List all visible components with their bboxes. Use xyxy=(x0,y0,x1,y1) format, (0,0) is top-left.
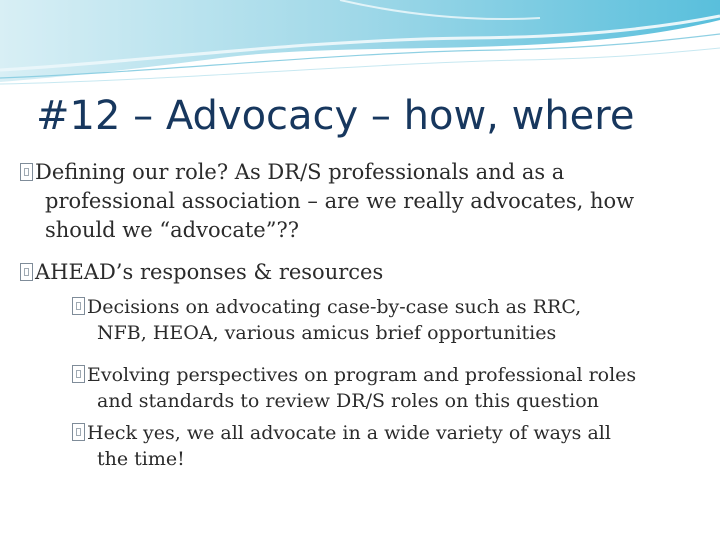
bullet-text: AHEAD’s responses & resources xyxy=(35,260,384,284)
bullet-line xyxy=(72,420,611,446)
bullet-item xyxy=(72,294,581,346)
bullet-line xyxy=(72,294,581,320)
bullet-line xyxy=(72,320,581,346)
bullet-line xyxy=(20,158,634,187)
bullet-text: Evolving perspectives on program and professional roles xyxy=(87,364,637,386)
slide-title: #12 – Advocacy – how, where xyxy=(36,93,635,139)
bullet-item xyxy=(72,420,611,472)
bullet-line xyxy=(20,187,634,216)
bullet-icon xyxy=(72,423,85,441)
bullet-item xyxy=(72,362,636,414)
bullet-icon xyxy=(20,263,33,281)
bullet-icon xyxy=(20,163,33,181)
bullet-line xyxy=(72,446,611,472)
bullet-text: Heck yes, we all advocate in a wide variety of ways all xyxy=(87,422,611,444)
bullet-text: and standards to review DR/S roles on this question xyxy=(97,390,599,412)
decorative-wave-header xyxy=(0,0,720,90)
bullet-text: should we “advocate”?? xyxy=(45,218,299,242)
bullet-line xyxy=(20,216,634,245)
bullet-line xyxy=(72,388,636,414)
bullet-text: professional association – are we really advocates, how xyxy=(45,189,635,213)
bullet-line xyxy=(20,258,383,287)
bullet-text: NFB, HEOA, various amicus brief opportunities xyxy=(97,322,557,344)
bullet-icon xyxy=(72,365,85,383)
bullet-text: the time! xyxy=(97,448,185,470)
bullet-item xyxy=(20,158,634,245)
bullet-text: Decisions on advocating case-by-case such as RRC, xyxy=(87,296,582,318)
bullet-item xyxy=(20,258,383,287)
bullet-line xyxy=(72,362,636,388)
bullet-text: Defining our role? As DR/S professionals and as a xyxy=(35,160,565,184)
bullet-icon xyxy=(72,297,85,315)
